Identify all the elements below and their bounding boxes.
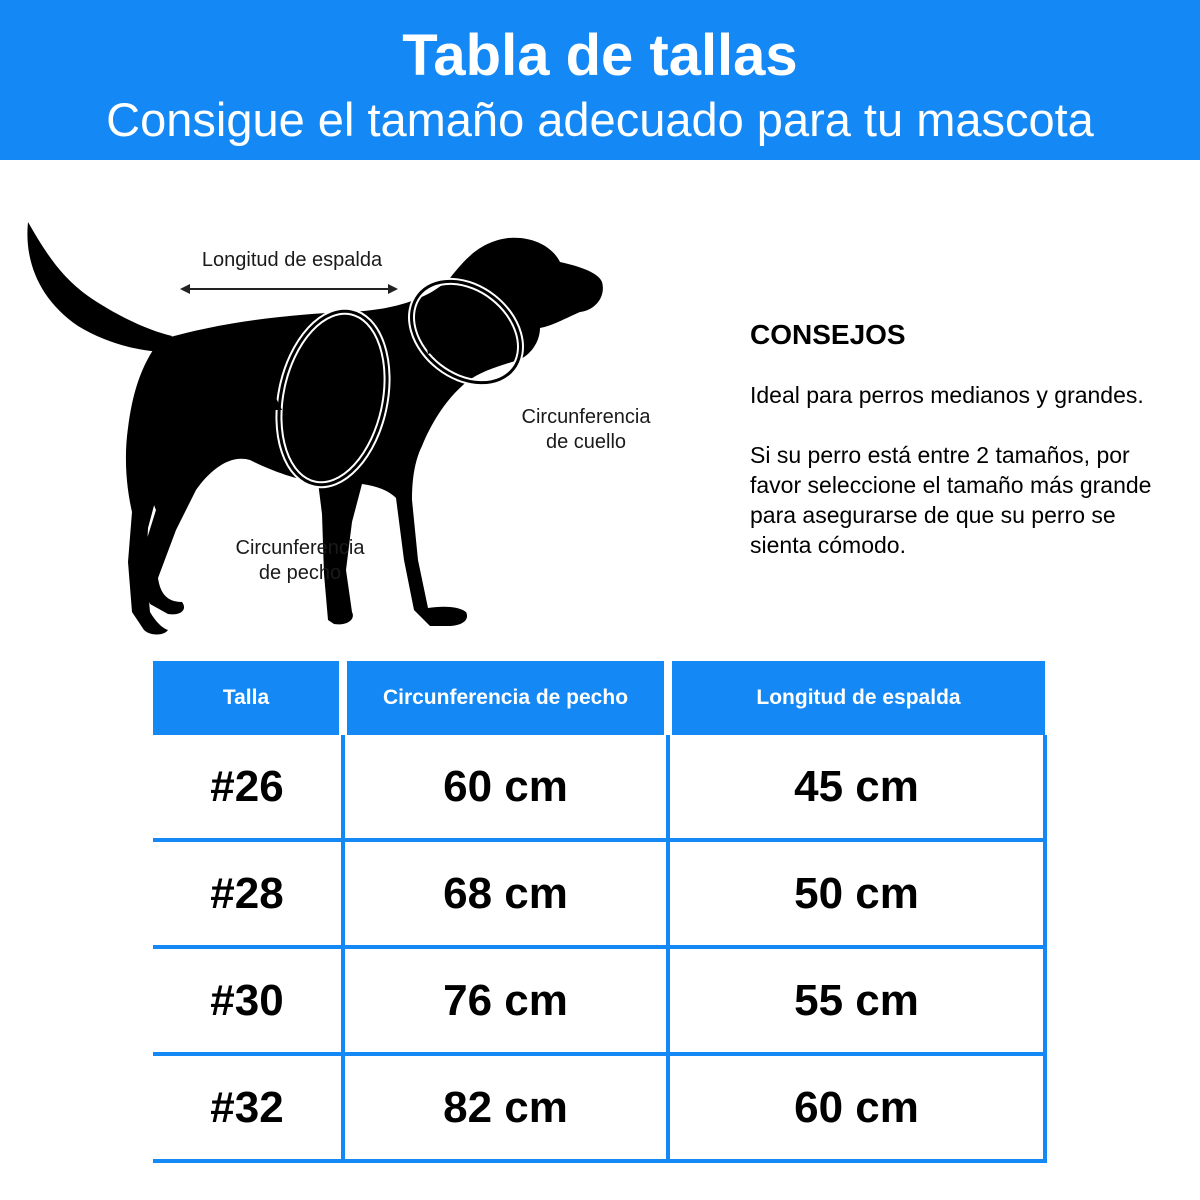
back-length-label: Longitud de espalda xyxy=(201,249,383,271)
back-length-cell: 45 cm xyxy=(668,735,1045,840)
header-banner xyxy=(0,0,1200,160)
back-length-cell: 60 cm xyxy=(668,1054,1045,1161)
tips-panel xyxy=(750,318,1170,590)
chest-cell: 60 cm xyxy=(343,735,668,840)
table-row xyxy=(153,840,1045,947)
header-size: Talla xyxy=(153,661,343,735)
header-back-length: Longitud de espalda xyxy=(668,661,1045,735)
size-cell: #26 xyxy=(153,735,343,840)
tips-title: CONSEJOS xyxy=(750,319,906,350)
table-header-row xyxy=(153,661,1045,735)
tips-paragraph-2: Si su perro está entre 2 tamaños, por favor seleccione el tamaño más grande para asegurarse de que su perro se sienta cómodo. xyxy=(750,442,1152,558)
back-length-cell: 55 cm xyxy=(668,947,1045,1054)
back-length-cell: 50 cm xyxy=(668,840,1045,947)
header-chest: Circunferencia de pecho xyxy=(343,661,668,735)
back-length-arrow-icon xyxy=(180,284,398,294)
chest-cell: 68 cm xyxy=(343,840,668,947)
chest-cell: 76 cm xyxy=(343,947,668,1054)
table-row xyxy=(153,735,1045,840)
size-cell: #28 xyxy=(153,840,343,947)
tips-paragraph-1: Ideal para perros medianos y grandes. xyxy=(750,382,1144,408)
size-table xyxy=(153,661,1047,1163)
table-row xyxy=(153,1054,1045,1161)
table-row xyxy=(153,947,1045,1054)
chest-circumference-label: Circunferencia de pecho xyxy=(235,537,365,584)
size-cell: #32 xyxy=(153,1054,343,1161)
page-title: Tabla de tallas xyxy=(402,23,798,88)
neck-circumference-label: Circunferencia de cuello xyxy=(521,406,651,453)
page-subtitle: Consigue el tamaño adecuado para tu mascota xyxy=(106,93,1094,146)
chest-cell: 82 cm xyxy=(343,1054,668,1161)
size-cell: #30 xyxy=(153,947,343,1054)
